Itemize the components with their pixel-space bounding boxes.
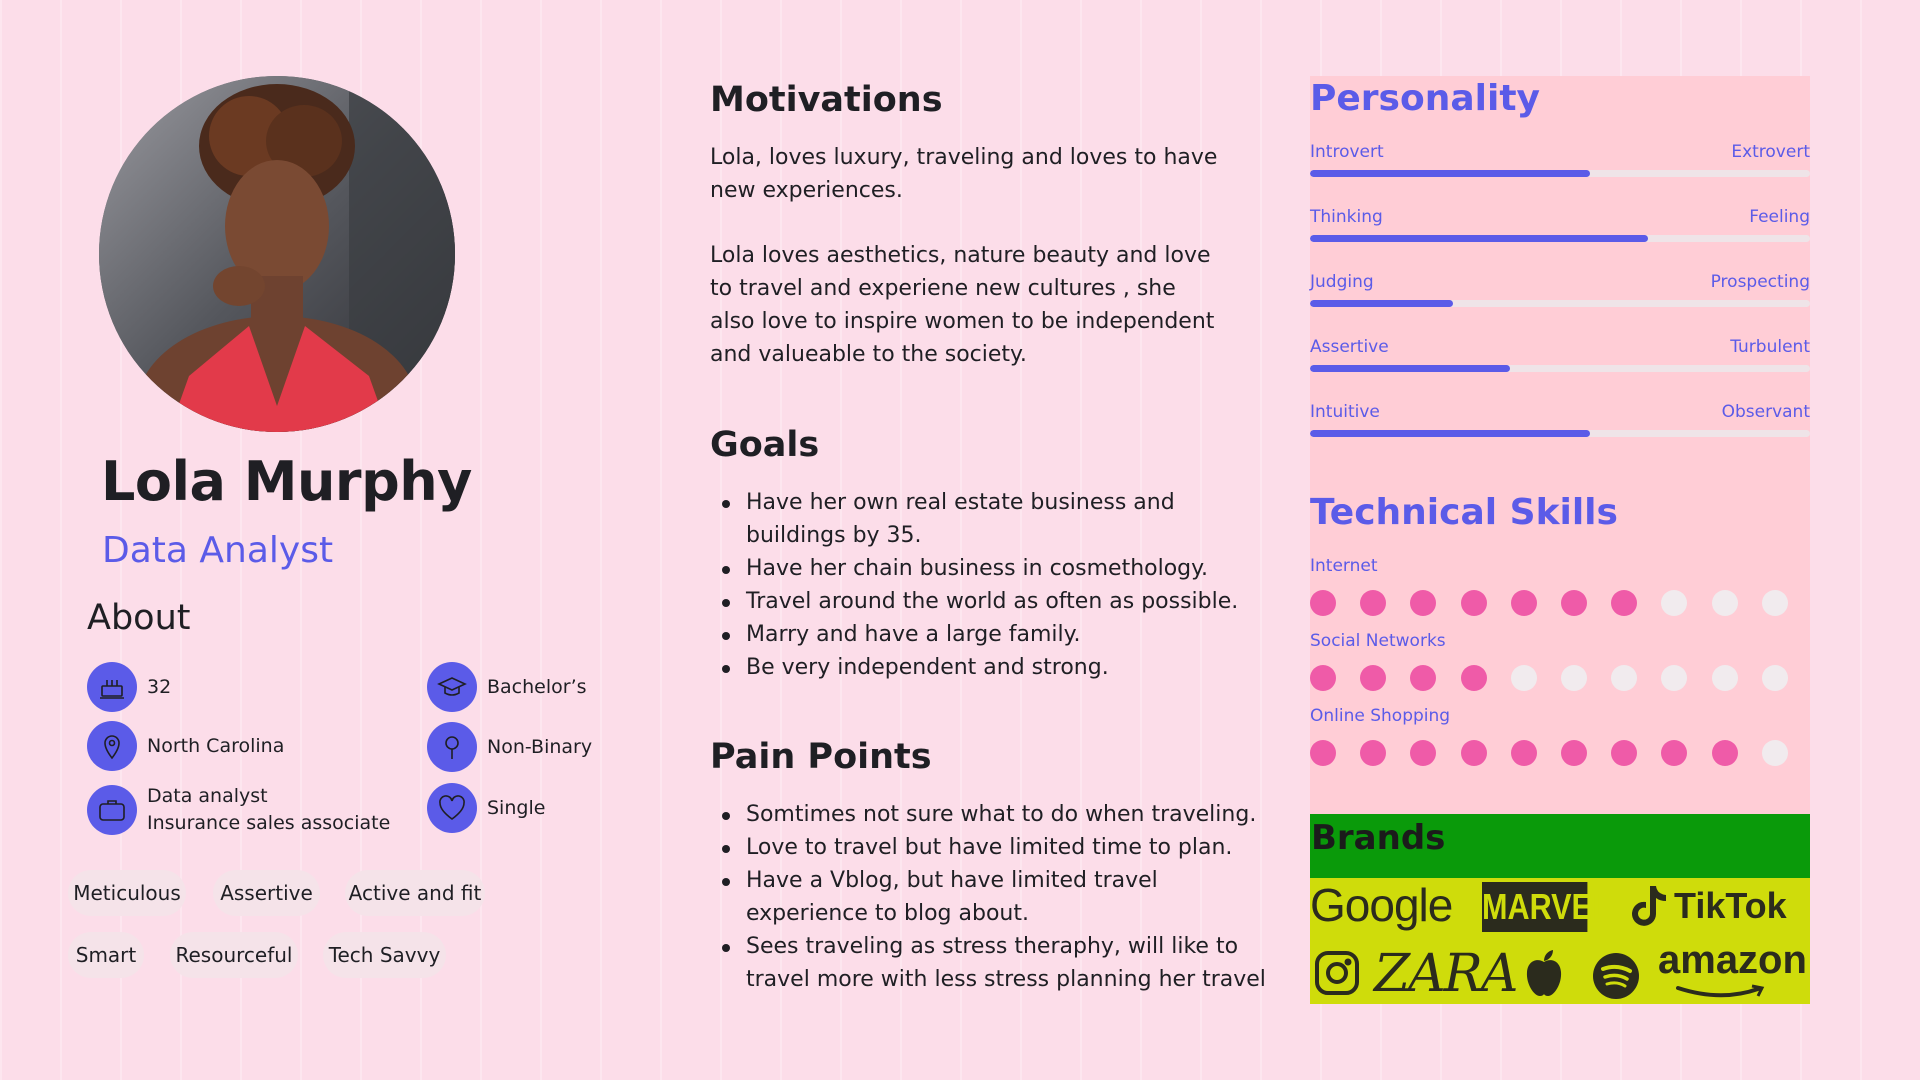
scale-right-label: Observant (1721, 402, 1810, 422)
tiktok-wordmark: TikTok (1674, 885, 1787, 926)
skill-dot-filled (1310, 665, 1336, 691)
scale-left-label: Intuitive (1310, 402, 1380, 422)
about-relationship (427, 783, 545, 833)
motivations-paragraph-2: Lola loves aesthetics, nature beauty and love to travel and experiene new cultures , she also love to inspire women to be independent and valueable to the society. (710, 243, 1215, 367)
tiktok-logo (1630, 884, 1787, 928)
skill-dot-filled (1410, 665, 1436, 691)
briefcase-icon (87, 785, 137, 835)
trait-chip: Assertive (213, 870, 320, 916)
personality-panel (1310, 76, 1810, 814)
scale-track (1310, 300, 1810, 307)
scale-left-label: Thinking (1310, 207, 1383, 227)
google-logo: Google (1310, 879, 1453, 931)
about-location (87, 721, 284, 771)
skill-dot-filled (1611, 740, 1637, 766)
skill-dot-empty (1712, 590, 1738, 616)
personality-heading: Personality (1310, 78, 1540, 119)
skill-dot-filled (1561, 590, 1587, 616)
skill-dot-empty (1661, 665, 1687, 691)
trait-chip: Active and fit (345, 870, 485, 916)
brands-heading: Brands (1311, 818, 1446, 858)
personality-scale (1310, 272, 1810, 307)
skill-dot-filled (1712, 740, 1738, 766)
scale-track (1310, 365, 1810, 372)
amazon-smile-icon (1676, 984, 1766, 1000)
about-education (427, 662, 587, 712)
about-occupation (87, 783, 390, 837)
scale-track (1310, 170, 1810, 177)
scale-track (1310, 430, 1810, 437)
skill-dot-filled (1561, 740, 1587, 766)
scale-fill (1310, 430, 1590, 437)
goal-item: Marry and have a large family. (710, 618, 1270, 651)
scale-right-label: Turbulent (1730, 337, 1810, 357)
about-education-text: Bachelor’s (487, 675, 587, 698)
instagram-icon (1314, 950, 1360, 996)
trait-chip: Smart (68, 932, 144, 978)
trait-chip: Meticulous (68, 870, 186, 916)
pain-points-list (710, 798, 1270, 996)
motivations-heading: Motivations (710, 80, 943, 120)
skill-dot-empty (1762, 665, 1788, 691)
scale-left-label: Introvert (1310, 142, 1384, 162)
motivations-paragraph-1: Lola, loves luxury, traveling and loves to have new experiences. (710, 145, 1218, 203)
avatar (99, 76, 455, 432)
skill-dot-empty (1661, 590, 1687, 616)
persona-name: Lola Murphy (101, 450, 472, 513)
skill-dot-filled (1611, 590, 1637, 616)
personality-scale (1310, 402, 1810, 437)
amazon-logo (1658, 938, 1807, 983)
skill-dot-empty (1762, 740, 1788, 766)
gender-icon (427, 722, 477, 772)
pain-point-item: Have a Vblog, but have limited travel experience to blog about. (710, 864, 1180, 930)
tiktok-icon (1630, 884, 1670, 928)
amazon-wordmark: amazon (1658, 938, 1807, 982)
pain-point-item: Sees traveling as stress theraphy, will like to travel more with less stress planning her travel (710, 930, 1275, 996)
skill-dot-filled (1410, 590, 1436, 616)
skill-label: Social Networks (1310, 631, 1446, 651)
about-occupation-line-2: Insurance sales associate (147, 812, 391, 834)
goal-item: Be very independent and strong. (710, 651, 1270, 684)
scale-fill (1310, 170, 1590, 177)
skill-dots (1310, 740, 1810, 766)
skill-dot-empty (1511, 665, 1537, 691)
brands-logos (1310, 878, 1810, 1004)
about-gender (427, 722, 592, 772)
scale-right-label: Feeling (1749, 207, 1810, 227)
personality-scale (1310, 207, 1810, 242)
pain-point-item: Somtimes not sure what to do when traveling. (710, 798, 1270, 831)
skill-dot-empty (1712, 665, 1738, 691)
skill-dots (1310, 590, 1810, 616)
scale-right-label: Prospecting (1710, 272, 1810, 292)
trait-chip: Tech Savvy (323, 932, 446, 978)
about-location-text: North Carolina (147, 734, 285, 757)
graduation-cap-icon (427, 662, 477, 712)
skill-label: Internet (1310, 556, 1378, 576)
skill-dot-filled (1360, 740, 1386, 766)
skill-label: Online Shopping (1310, 706, 1451, 726)
personality-scale (1310, 142, 1810, 177)
goals-heading: Goals (710, 425, 820, 465)
skill-dot-filled (1511, 590, 1537, 616)
spotify-logo (1592, 952, 1640, 1004)
skill-dot-empty (1762, 590, 1788, 616)
skill-dot-filled (1310, 740, 1336, 766)
about-gender-text: Non-Binary (487, 735, 593, 758)
scale-fill (1310, 235, 1648, 242)
goal-item: Travel around the world as often as possible. (710, 585, 1270, 618)
scale-track (1310, 235, 1810, 242)
marvel-logo: MARVEL (1482, 882, 1587, 932)
personality-scale (1310, 337, 1810, 372)
skill-dots (1310, 665, 1810, 691)
goal-item: Have her own real estate business and buildings by 35. (710, 486, 1180, 552)
skill-dot-filled (1461, 590, 1487, 616)
goal-item: Have her chain business in cosmethology. (710, 552, 1270, 585)
technical-skills-heading: Technical Skills (1310, 492, 1618, 533)
scale-fill (1310, 365, 1510, 372)
skill-row (1310, 556, 1810, 616)
goals-list (710, 486, 1270, 684)
skill-dot-filled (1461, 665, 1487, 691)
skill-dot-filled (1461, 740, 1487, 766)
zara-logo: ZARA (1374, 944, 1517, 1004)
instagram-logo (1314, 950, 1360, 1000)
heart-icon (427, 783, 477, 833)
skill-dot-filled (1360, 665, 1386, 691)
skill-dot-filled (1360, 590, 1386, 616)
about-age-text: 32 (147, 675, 172, 698)
about-heading: About (87, 598, 191, 638)
skill-dot-filled (1410, 740, 1436, 766)
skill-dot-filled (1310, 590, 1336, 616)
apple-icon (1522, 948, 1566, 1000)
scale-fill (1310, 300, 1453, 307)
about-relationship-text: Single (487, 796, 546, 819)
location-pin-icon (87, 721, 137, 771)
scale-left-label: Judging (1310, 272, 1374, 292)
profile-photo (99, 76, 455, 432)
about-occupation-line-1: Data analyst (147, 785, 268, 807)
apple-logo (1522, 948, 1566, 1004)
skill-dot-filled (1511, 740, 1537, 766)
trait-chip: Resourceful (170, 932, 298, 978)
persona-role: Data Analyst (102, 530, 334, 571)
pain-point-item: Love to travel but have limited time to plan. (710, 831, 1270, 864)
pain-points-heading: Pain Points (710, 737, 932, 777)
scale-left-label: Assertive (1310, 337, 1389, 357)
cake-icon (87, 662, 137, 712)
skill-row (1310, 631, 1810, 691)
scale-right-label: Extrovert (1731, 142, 1810, 162)
spotify-icon (1592, 952, 1640, 1000)
skill-row (1310, 706, 1810, 766)
skill-dot-empty (1611, 665, 1637, 691)
about-age (87, 662, 171, 712)
skill-dot-filled (1661, 740, 1687, 766)
skill-dot-empty (1561, 665, 1587, 691)
